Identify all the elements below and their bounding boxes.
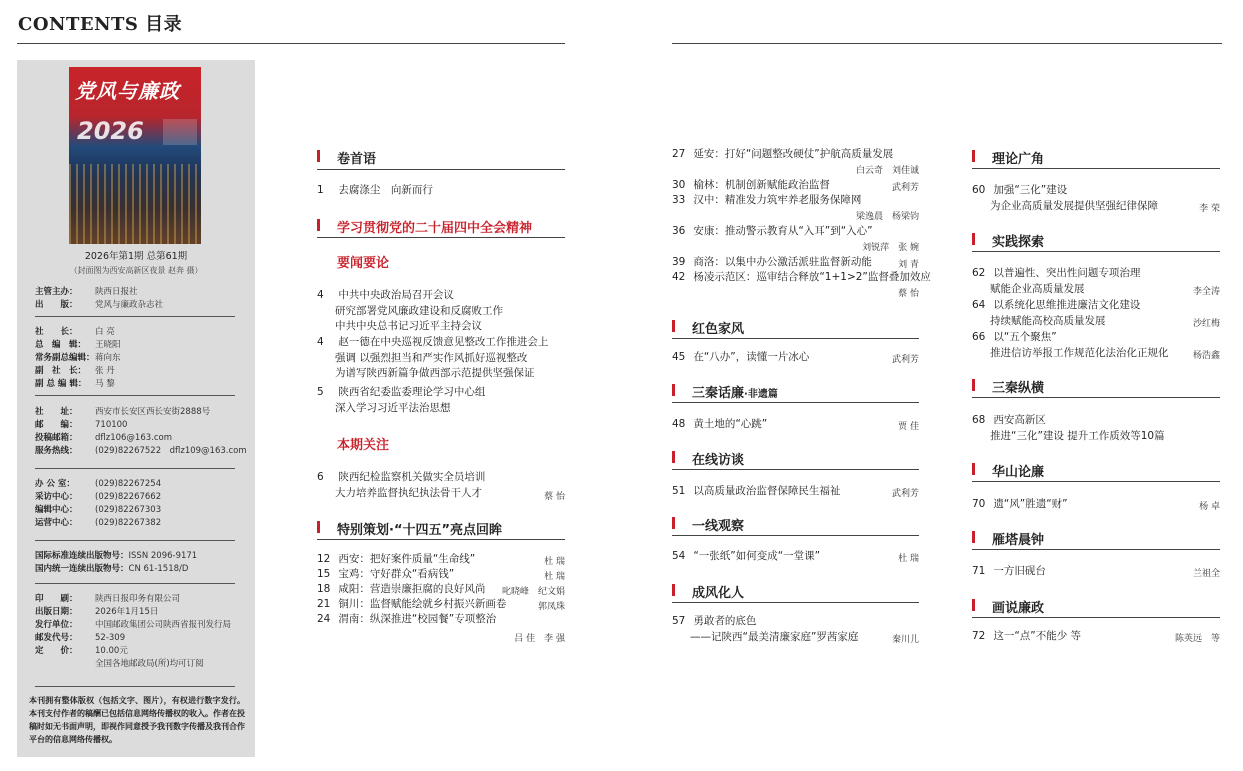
cover-image [69,67,201,244]
author: 武利芳 [891,183,919,193]
section-rule [972,617,1220,618]
info-value: CN 61-1518/D [128,564,189,574]
author: 秦川儿 [891,635,919,645]
toc-entry[interactable]: 24 渭南：纵深推进“校园餐”专项整治 [317,613,497,625]
info-group-sponsor [35,286,235,312]
info-label: 副 总 编 辑： [35,379,87,389]
toc-entry[interactable]: 51 以高质量政治监督保障民生福祉 [672,485,841,497]
subsection-yaowen[interactable]: 要闻要论 [337,256,390,271]
section-rule [972,251,1220,252]
toc-entry[interactable]: 18 咸阳：营造崇廉拒腐的良好风尚 [317,583,486,595]
toc-entry[interactable]: 27 延安：打好“问题整改硬仗”护航高质量发展 [672,148,894,160]
toc-entry[interactable]: 21 铜川：监督赋能绘就乡村振兴新画卷 [317,598,507,610]
info-value: (029)82267303 [95,505,162,515]
info-row [35,286,235,299]
info-value: 710100 [95,420,128,430]
section-study[interactable]: 学习贯彻党的二十届四中全会精神 [317,217,532,236]
info-value: ISSN 2096-9171 [128,551,198,561]
info-row [35,504,235,517]
info-row [35,299,235,312]
toc-entry[interactable]: 33 汉中：精准发力筑牢养老服务保障网 [672,194,862,206]
info-row [35,619,235,632]
info-row [35,352,235,365]
author: 杨浩鑫 [1192,351,1220,361]
info-label: 副 社 长： [35,366,87,376]
author: 李全涛 [1192,287,1220,297]
section-online[interactable]: 在线访谈 [672,449,744,468]
info-value: (029)82267522 dflz109@163.com [95,446,247,456]
section-rule [972,481,1220,482]
author: 陈英远 等 [1174,634,1220,644]
info-label: 发行单位： [35,620,78,630]
info-row [35,326,235,339]
section-rule [317,169,565,170]
info-label: 编辑中心： [35,505,78,515]
info-row [35,432,235,445]
toc-entry[interactable]: 42 杨凌示范区：巡审结合释放“1+1>2”监督叠加效应 [672,271,931,283]
section-hongse[interactable]: 红色家风 [672,318,744,337]
section-huashan[interactable]: 华山论廉 [972,461,1044,480]
author: 蔡 怡 [898,289,919,299]
top-rule-left [17,43,565,44]
cover-title: 党风与廉政 [75,79,180,103]
section-yixian[interactable]: 一线观察 [672,515,744,534]
info-row [35,491,235,504]
info-label: 总 编 辑： [35,340,87,350]
info-value: dflz106@163.com [95,433,173,443]
divider [35,395,235,396]
info-row [35,445,247,458]
section-rule [972,397,1220,398]
author: 杜 瑞 [544,557,565,567]
info-value: 全国各地邮政局(所)均可订阅 [95,659,204,669]
toc-entry[interactable]: 6 陕西纪检监察机关做实全员培训 大力培养监督执纪执法骨干人才 [317,471,486,499]
toc-entry[interactable]: 1 去腐涤尘 向新而行 [317,184,433,196]
info-label: 常务副总编辑： [35,353,95,363]
info-value: (029)82267254 [95,479,162,489]
author: 吕 佳 李 强 [514,634,565,644]
info-value: 张 丹 [95,366,115,376]
cover-cityscape [69,164,201,244]
section-rule [317,539,565,540]
toc-entry[interactable]: 60 加强“三化”建设 为企业高质量发展提供坚强纪律保障 [972,184,1158,212]
info-row [35,406,235,419]
info-value: 白 亮 [95,327,115,337]
author: 刘 青 [898,260,919,270]
toc-entry[interactable]: 5 陕西省纪委监委理论学习中心组 深入学习习近平法治思想 [317,386,486,414]
toc-entry[interactable]: 36 安康：推动警示教育从“入耳”到“入心” [672,225,873,237]
section-rule [672,338,919,339]
cover-caption: （封面图为西安高新区夜景 赵奔 摄） [69,266,203,275]
info-value: 西安市长安区西长安街2888号 [95,407,211,417]
toc-entry[interactable]: 4 赵一德在中央巡视反馈意见整改工作推进会上 强调 以强烈担当和严实作风抓好巡视整改 为谱写陕西新篇争做西部示范提供坚强保证 [317,336,549,379]
toc-entry[interactable]: 48 黄土地的“心跳” [672,418,768,430]
divider [35,468,235,469]
info-row [35,606,235,619]
author: 杜 瑞 [544,572,565,582]
issue-number: 2026年第1期 总第61期 [84,251,188,262]
toc-entry[interactable]: 57 勇敢者的底色 ——记陕西“最美清廉家庭”罗茜家庭 [672,615,859,643]
info-row [35,563,235,576]
info-value: (029)82267662 [95,492,162,502]
section-rule [672,602,919,603]
info-label: 定 价： [35,646,78,656]
info-label: 采访中心： [35,492,78,502]
toc-entry[interactable]: 45 在“八办”，读懂一片冰心 [672,351,810,363]
info-value: 王晓阳 [95,340,121,350]
divider [35,583,235,584]
info-value: 2026年1月15日 [95,607,159,617]
info-value: 陕西日报印务有限公司 [95,594,181,604]
section-zongheng[interactable]: 三秦纵横 [972,377,1044,396]
section-rule [672,402,919,403]
info-label: 邮发代号： [35,633,78,643]
info-label: 国际标准连续出版物号： [35,551,129,561]
info-group-staff [35,326,235,391]
info-value: (029)82267382 [95,518,162,528]
toc-entry[interactable]: 39 商洛：以集中办公激活派驻监督新动能 [672,256,872,268]
author: 贾 佳 [898,422,919,432]
section-rule [672,469,919,470]
info-label: 邮 编： [35,420,78,430]
toc-entry[interactable]: 15 宝鸡：守好群众“看病钱” [317,568,455,580]
toc-entry[interactable]: 64 以系统化思维推进廉洁文化建设 持续赋能高校高质量发展 [972,299,1141,327]
info-value: 马 黎 [95,379,115,389]
author: 刘锐萍 张 婉 [862,243,919,253]
top-rule-right [672,43,1222,44]
toc-entry[interactable]: 72 这一“点”不能少 等 [972,630,1082,642]
info-label: 社 长： [35,327,78,337]
copyright-notice: 本刊拥有整体版权（包括文字、图片），有权进行数字发行。本刊支付作者的稿酬已包括信息网络传播权的收入。作者在投稿时如无书面声明，即视作同意授予我刊数字传播及我刊合作平台的信息网络传播权。 [29,696,245,744]
author: 叱晓峰 纪文娟 [501,587,565,597]
cover-tag [163,119,197,145]
toc-entry[interactable]: 66 以“五个聚焦” 推进信访举报工作规范化法治化正规化 [972,331,1169,359]
info-row [35,339,235,352]
author: 沙红梅 [1192,319,1220,329]
info-value: 52-309 [95,633,126,643]
cover-year: 2026 [77,117,144,145]
section-rule [672,535,919,536]
info-value: 中国邮政集团公司陕西省报刊发行局 [95,620,232,630]
toc-entry[interactable]: 68 西安高新区 推进“三化”建设 提升工作质效等10篇 [972,414,1165,442]
info-value: 10.00元 [95,646,128,656]
toc-entry[interactable]: 62 以普遍性、突出性问题专项治理 赋能企业高质量发展 [972,267,1141,295]
toc-entry[interactable]: 71 一方旧砚台 [972,565,1046,577]
section-rule [972,168,1220,169]
section-rule [972,549,1220,550]
divider [35,316,235,317]
section-qinhua[interactable]: 三秦话廉·非遗篇 [672,382,778,401]
info-row [35,550,235,563]
info-label: 社 址： [35,407,78,417]
info-row [35,478,235,491]
author: 兰祖全 [1192,569,1220,579]
masthead-box [17,60,255,757]
info-row [35,365,235,378]
info-row [35,593,235,606]
info-group-address [35,406,247,458]
author: 武利芳 [891,489,919,499]
section-juanshouyu[interactable]: 卷首语 [317,148,376,167]
info-label: 印 刷： [35,594,78,604]
info-value: 蒋向东 [95,353,121,363]
info-label: 主管主办： [35,287,78,297]
info-label: 办 公 室： [35,479,75,489]
section-lilun[interactable]: 理论广角 [972,148,1044,167]
section-special[interactable]: 特别策划·“十四五”亮点回眸 [317,519,502,538]
page-title: CONTENTS 目录 [18,14,183,35]
info-label: 运营中心： [35,518,78,528]
info-group-phones [35,478,235,530]
toc-entry[interactable]: 54 “一张纸”如何变成“一堂课” [672,550,821,562]
section-yanta[interactable]: 雁塔晨钟 [972,529,1044,548]
toc-entry[interactable]: 12 西安：把好案件质量“生命线” [317,553,476,565]
author: 武利芳 [891,355,919,365]
divider [35,540,235,541]
info-label: 服务热线： [35,446,78,456]
section-chengfeng[interactable]: 成风化人 [672,582,744,601]
info-label: 出 版： [35,300,78,310]
info-row [35,645,235,658]
info-group-print [35,593,235,671]
author: 梁逸晨 杨梁钧 [855,212,919,222]
section-shijian[interactable]: 实践探索 [972,231,1044,250]
info-value: 陕西日报社 [95,287,138,297]
subsection-focus[interactable]: 本期关注 [337,438,390,453]
author: 郭凤珠 [537,602,565,612]
section-rule [317,237,565,238]
info-label: 投稿邮箱： [35,433,78,443]
toc-entry[interactable]: 30 榆林：机制创新赋能政治监督 [672,179,830,191]
info-row [35,658,235,671]
author: 蔡 怡 [544,492,565,502]
section-huashuo[interactable]: 画说廉政 [972,597,1044,616]
author: 白云奇 刘佳诚 [855,166,919,176]
info-label: 国内统一连续出版物号： [35,564,129,574]
info-label: 出版日期： [35,607,78,617]
author: 杜 瑞 [898,554,919,564]
info-value: 党风与廉政杂志社 [95,300,164,310]
author: 杨 卓 [1199,502,1220,512]
info-row [35,419,235,432]
info-group-serial [35,550,235,576]
info-row [35,517,235,530]
divider [35,686,235,687]
toc-entry[interactable]: 4 中共中央政治局召开会议 研究部署党风廉政建设和反腐败工作 中共中央总书记习近平主持会议 [317,289,503,332]
toc-entry[interactable]: 70 遗“风”胜遗“财” [972,498,1068,510]
author: 李 荣 [1199,204,1220,214]
info-row [35,378,235,391]
info-row [35,632,235,645]
